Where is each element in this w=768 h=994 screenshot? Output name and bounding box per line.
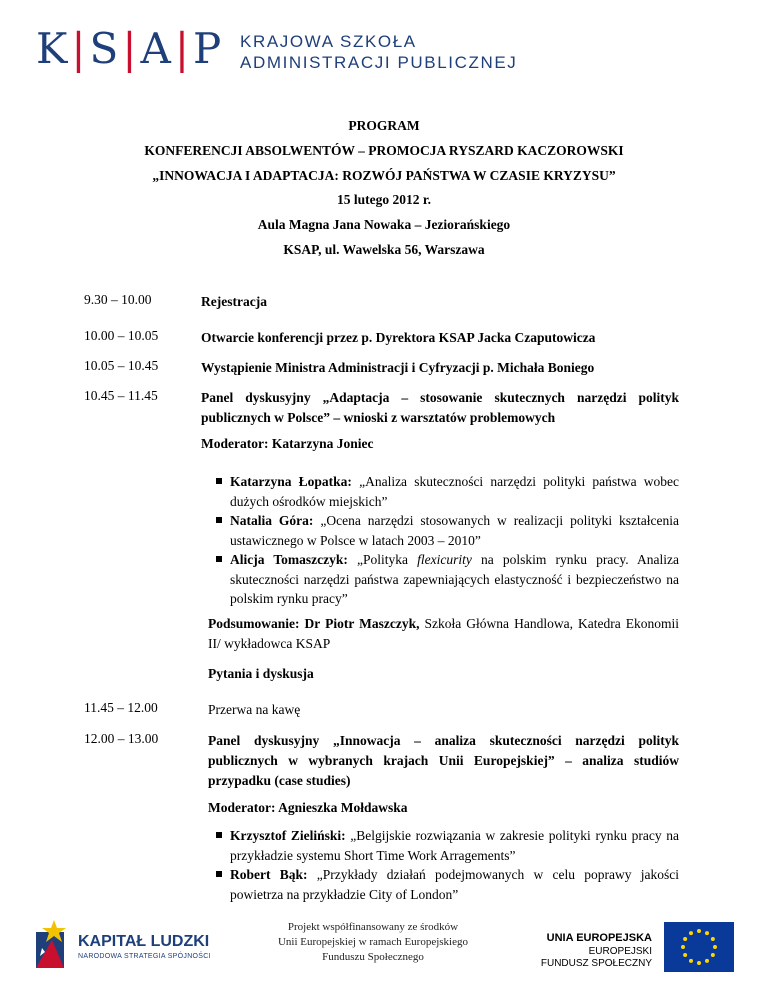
eu-star-icon bbox=[683, 937, 687, 941]
schedule-title: Wystąpienie Ministra Administracji i Cyfryzacji p. Michała Boniego bbox=[201, 360, 595, 375]
list-item: Natalia Góra: „Ocena narzędzi stosowanych w realizacji polityki kształcenia ustawicznego w Polsce w latach 2003 – 2010” bbox=[208, 511, 679, 550]
conference-name: KONFERENCJI ABSOLWENTÓW – PROMOCJA RYSZARD KACZOROWSKI bbox=[144, 143, 624, 158]
eu-title: UNIA EUROPEJSKA bbox=[546, 932, 652, 944]
ksap-logo: K|S|A|P bbox=[36, 24, 222, 73]
conference-theme: „INNOWACJA I ADAPTACJA: ROZWÓJ PAŃSTWA W CZASIE KRYZYSU” bbox=[152, 168, 616, 183]
conference-venue: Aula Magna Jana Nowaka – Jeziorańskiego bbox=[257, 217, 511, 232]
eu-star-icon bbox=[683, 953, 687, 957]
speaker-list bbox=[208, 472, 679, 609]
schedule-time: 11.45 – 12.00 bbox=[84, 700, 158, 715]
eu-star-icon bbox=[705, 931, 709, 935]
eu-star-icon bbox=[681, 945, 685, 949]
schedule-title: Przerwa na kawę bbox=[208, 702, 301, 717]
schedule-time: 10.00 – 10.05 bbox=[84, 328, 159, 343]
conference-address: KSAP, ul. Wawelska 56, Warszawa bbox=[283, 242, 485, 257]
conference-date: 15 lutego 2012 r. bbox=[337, 192, 431, 207]
eu-star-icon bbox=[689, 931, 693, 935]
ksap-logo-text bbox=[240, 31, 517, 73]
cofinancing-note: Projekt współfinansowany ze środków Unii Europejskiej w ramach Europejskiego Funduszu Społecznego bbox=[277, 921, 468, 963]
logo-line-2: ADMINISTRACJI PUBLICZNEJ bbox=[240, 53, 518, 72]
logo-line-1: KRAJOWA SZKOŁA bbox=[240, 32, 417, 51]
schedule-time: 12.00 – 13.00 bbox=[84, 731, 159, 746]
eu-star-icon bbox=[689, 959, 693, 963]
questions: Pytania i dyskusja bbox=[208, 666, 314, 681]
program-heading: PROGRAM bbox=[348, 118, 420, 133]
schedule-time: 10.45 – 11.45 bbox=[84, 388, 158, 403]
schedule-title: Panel dyskusyjny „Adaptacja – stosowanie skutecznych narzędzi polityk publicznych w Polsce” – wnioski z warsztatów problemowych bbox=[201, 390, 679, 425]
eu-star-icon bbox=[697, 961, 701, 965]
eu-star-icon bbox=[705, 959, 709, 963]
moderator: Moderator: Agnieszka Mołdawska bbox=[208, 800, 408, 815]
schedule-time: 9.30 – 10.00 bbox=[84, 292, 152, 307]
speaker-list bbox=[208, 826, 679, 904]
kl-subtitle: NARODOWA STRATEGIA SPÓJNOŚCI bbox=[78, 953, 211, 960]
eu-star-icon bbox=[711, 953, 715, 957]
esf-name: EUROPEJSKI FUNDUSZ SPOŁECZNY bbox=[540, 946, 652, 969]
list-item: Robert Bąk: „Przykłady działań podejmowanych w celu poprawy jakości powietrza na przykładzie City of London” bbox=[208, 865, 679, 904]
schedule-time: 10.05 – 10.45 bbox=[84, 358, 159, 373]
kapital-ludzki-logo-icon bbox=[36, 918, 72, 970]
schedule-title: Rejestracja bbox=[201, 294, 267, 309]
schedule-title: Panel dyskusyjny „Innowacja – analiza skuteczności narzędzi polityk publicznych w wybranych krajach Unii Europejskiej” – analiza studiów przypadku (case studies) bbox=[208, 733, 679, 788]
eu-star-icon bbox=[713, 945, 717, 949]
kl-title: KAPITAŁ LUDZKI bbox=[78, 933, 210, 950]
moderator: Moderator: Katarzyna Joniec bbox=[201, 436, 374, 451]
eu-flag-icon bbox=[664, 922, 734, 972]
list-item: Krzysztof Zieliński: „Belgijskie rozwiązania w zakresie polityki rynku pracy na przykładzie systemu Short Time Work Arragements” bbox=[208, 826, 679, 865]
eu-star-icon bbox=[711, 937, 715, 941]
list-item: Katarzyna Łopatka: „Analiza skuteczności narzędzi polityki państwa wobec dużych ośrodków miejskich” bbox=[208, 472, 679, 511]
eu-star-icon bbox=[697, 929, 701, 933]
schedule-title: Otwarcie konferencji przez p. Dyrektora KSAP Jacka Czaputowicza bbox=[201, 330, 596, 345]
summary: Podsumowanie: Dr Piotr Maszczyk, Szkoła Główna Handlowa, Katedra Ekonomii II/ wykładowca KSAP bbox=[208, 616, 680, 651]
list-item: Alicja Tomaszczyk: „Polityka flexicurity na polskim rynku pracy. Analiza skuteczności narzędzi państwa zapewniających elastyczność i bezpieczeństwo na polskim rynku pracy” bbox=[208, 550, 679, 609]
